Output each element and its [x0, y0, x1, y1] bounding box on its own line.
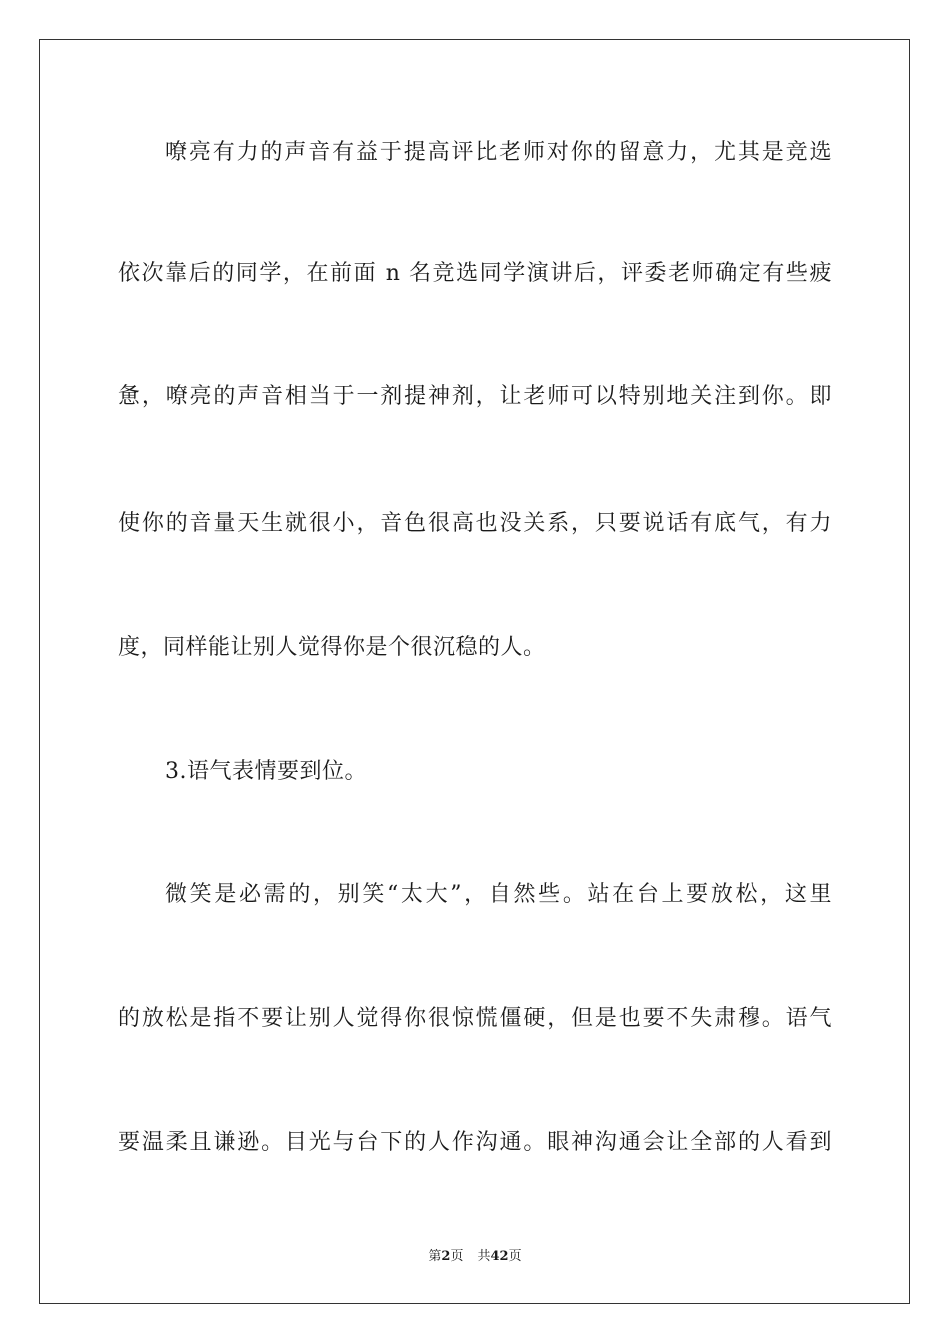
paragraph-1-line-5: 度，同样能让别人觉得你是个很沉稳的人。 [118, 635, 546, 660]
paragraph-3-line-3: 要温柔且谦逊。目光与台下的人作沟通。眼神沟通会让全部的人看到 [118, 1130, 832, 1155]
total-prefix: 共 [477, 1249, 491, 1264]
paragraph-1-line-2: 依次靠后的同学，在前面 n 名竞选同学演讲后，评委老师确定有些疲 [118, 261, 832, 286]
paragraph-3-line-1: 微笑是必需的，别笑“太大”，自然些。站在台上要放松，这里 [165, 882, 832, 907]
page-prefix: 第 [428, 1249, 442, 1264]
paragraph-3-line-2: 的放松是指不要让别人觉得你很惊慌僵硬，但是也要不失肃穆。语气 [118, 1006, 832, 1031]
page-footer [0, 1248, 950, 1266]
paragraph-1-line-4: 使你的音量天生就很小，音色很高也没关系，只要说话有底气，有力 [118, 511, 832, 536]
total-pages: 42 [490, 1249, 509, 1264]
paragraph-1-line-3: 惫，嘹亮的声音相当于一剂提神剂，让老师可以特别地关注到你。即 [118, 384, 832, 409]
paragraph-1-line-1: 嘹亮有力的声音有益于提高评比老师对你的留意力，尤其是竞选 [165, 140, 832, 165]
page-border [39, 39, 910, 1304]
section-heading: 3.语气表情要到位。 [165, 759, 367, 784]
total-suffix: 页 [508, 1249, 522, 1264]
page-number: 2 [441, 1249, 451, 1264]
page-suffix: 页 [450, 1249, 464, 1264]
